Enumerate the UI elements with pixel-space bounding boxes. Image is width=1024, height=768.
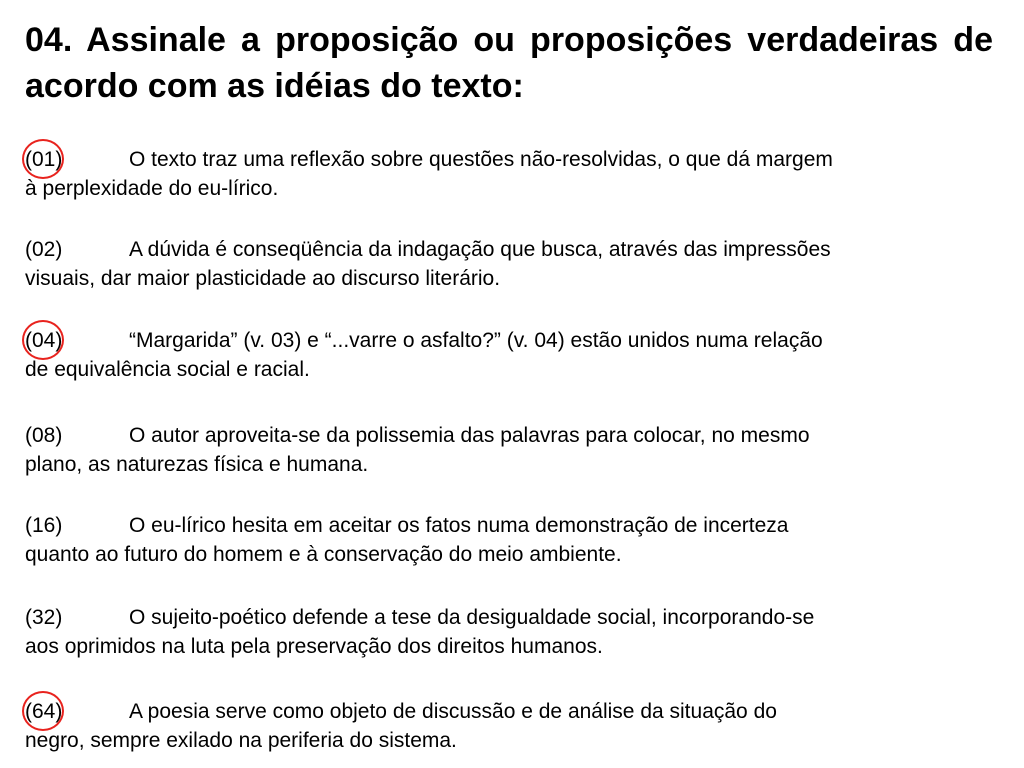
proposition-text-line2: plano, as naturezas física e humana. xyxy=(25,453,369,476)
answer-circle-mark xyxy=(22,139,64,179)
proposition-08 xyxy=(25,421,993,479)
proposition-text-line2: negro, sempre exilado na periferia do sistema. xyxy=(25,729,457,752)
answer-circle-mark xyxy=(22,320,64,360)
proposition-16 xyxy=(25,511,993,569)
proposition-text-line1: O texto traz uma reflexão sobre questões não-resolvidas, o que dá margem xyxy=(129,148,833,171)
proposition-number: (08) xyxy=(25,424,63,447)
proposition-number: (64) xyxy=(25,697,129,726)
proposition-text-line1: “Margarida” (v. 03) e “...varre o asfalto?” (v. 04) estão unidos numa relação xyxy=(129,329,823,352)
proposition-text-line1: A dúvida é conseqüência da indagação que busca, através das impressões xyxy=(129,238,831,261)
proposition-text-line2: visuais, dar maior plasticidade ao discurso literário. xyxy=(25,267,501,290)
proposition-01 xyxy=(25,145,993,203)
proposition-number: (02) xyxy=(25,238,63,261)
proposition-text-line2: de equivalência social e racial. xyxy=(25,358,310,381)
proposition-number: (16) xyxy=(25,514,63,537)
proposition-number: (32) xyxy=(25,606,63,629)
proposition-text-line1: A poesia serve como objeto de discussão e de análise da situação do xyxy=(129,700,777,723)
proposition-04 xyxy=(25,326,993,384)
question-title: 04. Assinale a proposição ou proposições verdadeiras de acordo com as idéias do texto: xyxy=(25,21,993,105)
proposition-number: (01) xyxy=(25,145,129,174)
proposition-number: (04) xyxy=(25,326,129,355)
proposition-text-line2: aos oprimidos na luta pela preservação dos direitos humanos. xyxy=(25,635,603,658)
proposition-02 xyxy=(25,235,993,293)
proposition-text-line1: O autor aproveita-se da polissemia das palavras para colocar, no mesmo xyxy=(129,424,810,447)
proposition-text-line1: O sujeito-poético defende a tese da desigualdade social, incorporando-se xyxy=(129,606,815,629)
proposition-text-line2: à perplexidade do eu-lírico. xyxy=(25,177,279,200)
proposition-text-line2: quanto ao futuro do homem e à conservação do meio ambiente. xyxy=(25,543,622,566)
proposition-64 xyxy=(25,697,993,755)
proposition-32 xyxy=(25,603,993,661)
answer-circle-mark xyxy=(22,691,64,731)
proposition-text-line1: O eu-lírico hesita em aceitar os fatos numa demonstração de incerteza xyxy=(129,514,789,537)
